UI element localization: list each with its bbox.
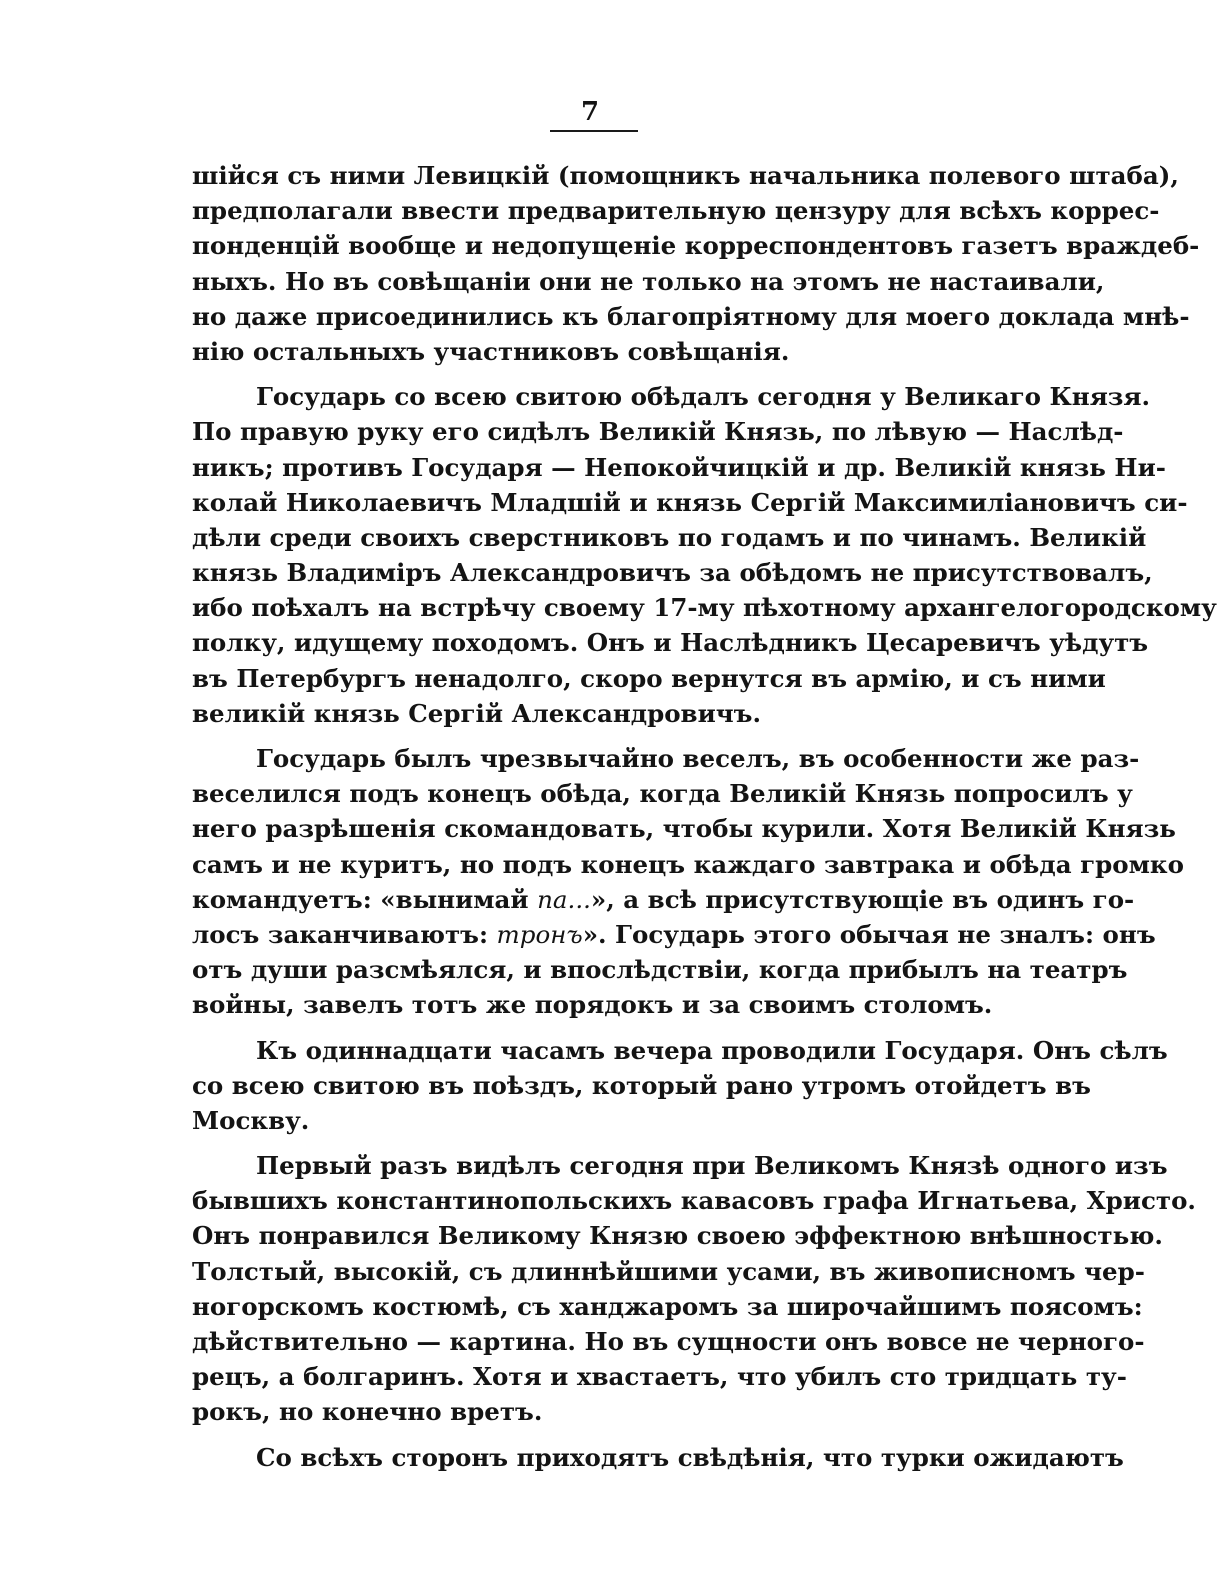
text-line: отъ души разсмѣялся, и впослѣдствіи, когда прибылъ на театръ [192,955,1128,985]
paragraph [192,1148,1196,1430]
text-line: Москву. [192,1105,310,1135]
text-line: Толстый, высокій, съ длиннѣйшими усами, въ живописномъ чер- [192,1256,1145,1286]
text-line: него разрѣшенія скомандовать, чтобы курили. Хотя Великій Князь [192,814,1176,844]
text-line: понденцій вообще и недопущеніе корреспондентовъ газетъ враждеб- [192,231,1200,261]
text-line: предполагали ввести предварительную цензуру для всѣхъ коррес- [192,196,1160,226]
text-line: Государь былъ чрезвычайно веселъ, въ особенности же раз- [256,744,1140,773]
text-line: Онъ понравился Великому Князю своею эффектною внѣшностью. [192,1221,1163,1251]
text-line: войны, завелъ тотъ же порядокъ и за своимъ столомъ. [192,990,993,1020]
text-line: дѣйствительно — картина. Но въ сущности онъ вовсе не черного- [192,1327,1145,1356]
text-line: князь Владиміръ Александровичъ за обѣдомъ не присутствовалъ, [192,558,1153,588]
text-line: великій князь Сергій Александровичъ. [192,698,762,728]
text-line: никъ; противъ Государя — Непокойчицкій и др. Великій князь Ни- [192,452,1166,482]
text-line: самъ и не куритъ, но подъ конецъ каждаго завтрака и обѣда громко [192,849,1184,879]
paragraph [192,379,1217,731]
text-line: бывшихъ константинопольскихъ кавасовъ графа Игнатьева, Христо. [192,1186,1196,1216]
paragraph [192,158,1200,369]
text-line: нію остальныхъ участниковъ совѣщанія. [192,336,790,366]
text-line: По правую руку его сидѣлъ Великій Князь, по лѣвую — Наслѣд- [192,417,1124,447]
text-line: колай Николаевичъ Младшій и князь Сергій Максимиліановичъ си- [192,487,1188,517]
text-line: командуетъ: «вынимай па...», а всѣ присутствующіе въ одинъ го- [192,884,1135,914]
text-line: дѣли среди своихъ сверстниковъ по годамъ и по чинамъ. Великій [192,522,1147,552]
paragraph [192,1033,1168,1139]
text-line: Къ одиннадцати часамъ вечера проводили Государя. Онъ сѣлъ [256,1035,1168,1065]
page-number: 7 [580,97,600,127]
paragraph [192,741,1184,1023]
text-line: шійся съ ними Левицкій (помощникъ начальника полевого штаба), [192,161,1179,190]
page-number-rule [550,130,638,132]
text-line: ибо поѣхалъ на встрѣчу своему 17-му пѣхотному архангелогородскому [192,593,1217,623]
text-line: рецъ, а болгаринъ. Хотя и хвастаетъ, что убилъ сто тридцать ту- [192,1362,1127,1392]
body-text [192,158,1217,1485]
text-line: Государь со всею свитою обѣдалъ сегодня у Великаго Князя. [256,382,1151,412]
text-line: въ Петербургъ ненадолго, скоро вернутся въ армію, и съ ними [192,663,1106,693]
text-line: ногорскомъ костюмѣ, съ ханджаромъ за широчайшимъ поясомъ: [192,1291,1143,1321]
text-line: веселился подъ конецъ обѣда, когда Великій Князь попросилъ у [192,779,1133,809]
text-line: полку, идущему походомъ. Онъ и Наслѣдникъ Цесаревичъ уѣдутъ [192,628,1149,658]
text-line: Первый разъ видѣлъ сегодня при Великомъ Князѣ одного изъ [256,1151,1168,1181]
text-line: Со всѣхъ сторонъ приходятъ свѣдѣнія, что турки ожидаютъ [256,1442,1124,1472]
text-line: лосъ заканчиваютъ: тронъ». Государь этого обычая не зналъ: онъ [192,919,1156,949]
text-line: ныхъ. Но въ совѣщаніи они не только на этомъ не настаивали, [192,266,1105,296]
paragraph [192,1440,1124,1475]
text-line: со всею свитою въ поѣздъ, который рано утромъ отойдетъ въ [192,1070,1091,1100]
text-line: но даже присоединились къ благопріятному для моего доклада мнѣ- [192,301,1190,331]
text-line: рокъ, но конечно вретъ. [192,1397,543,1427]
